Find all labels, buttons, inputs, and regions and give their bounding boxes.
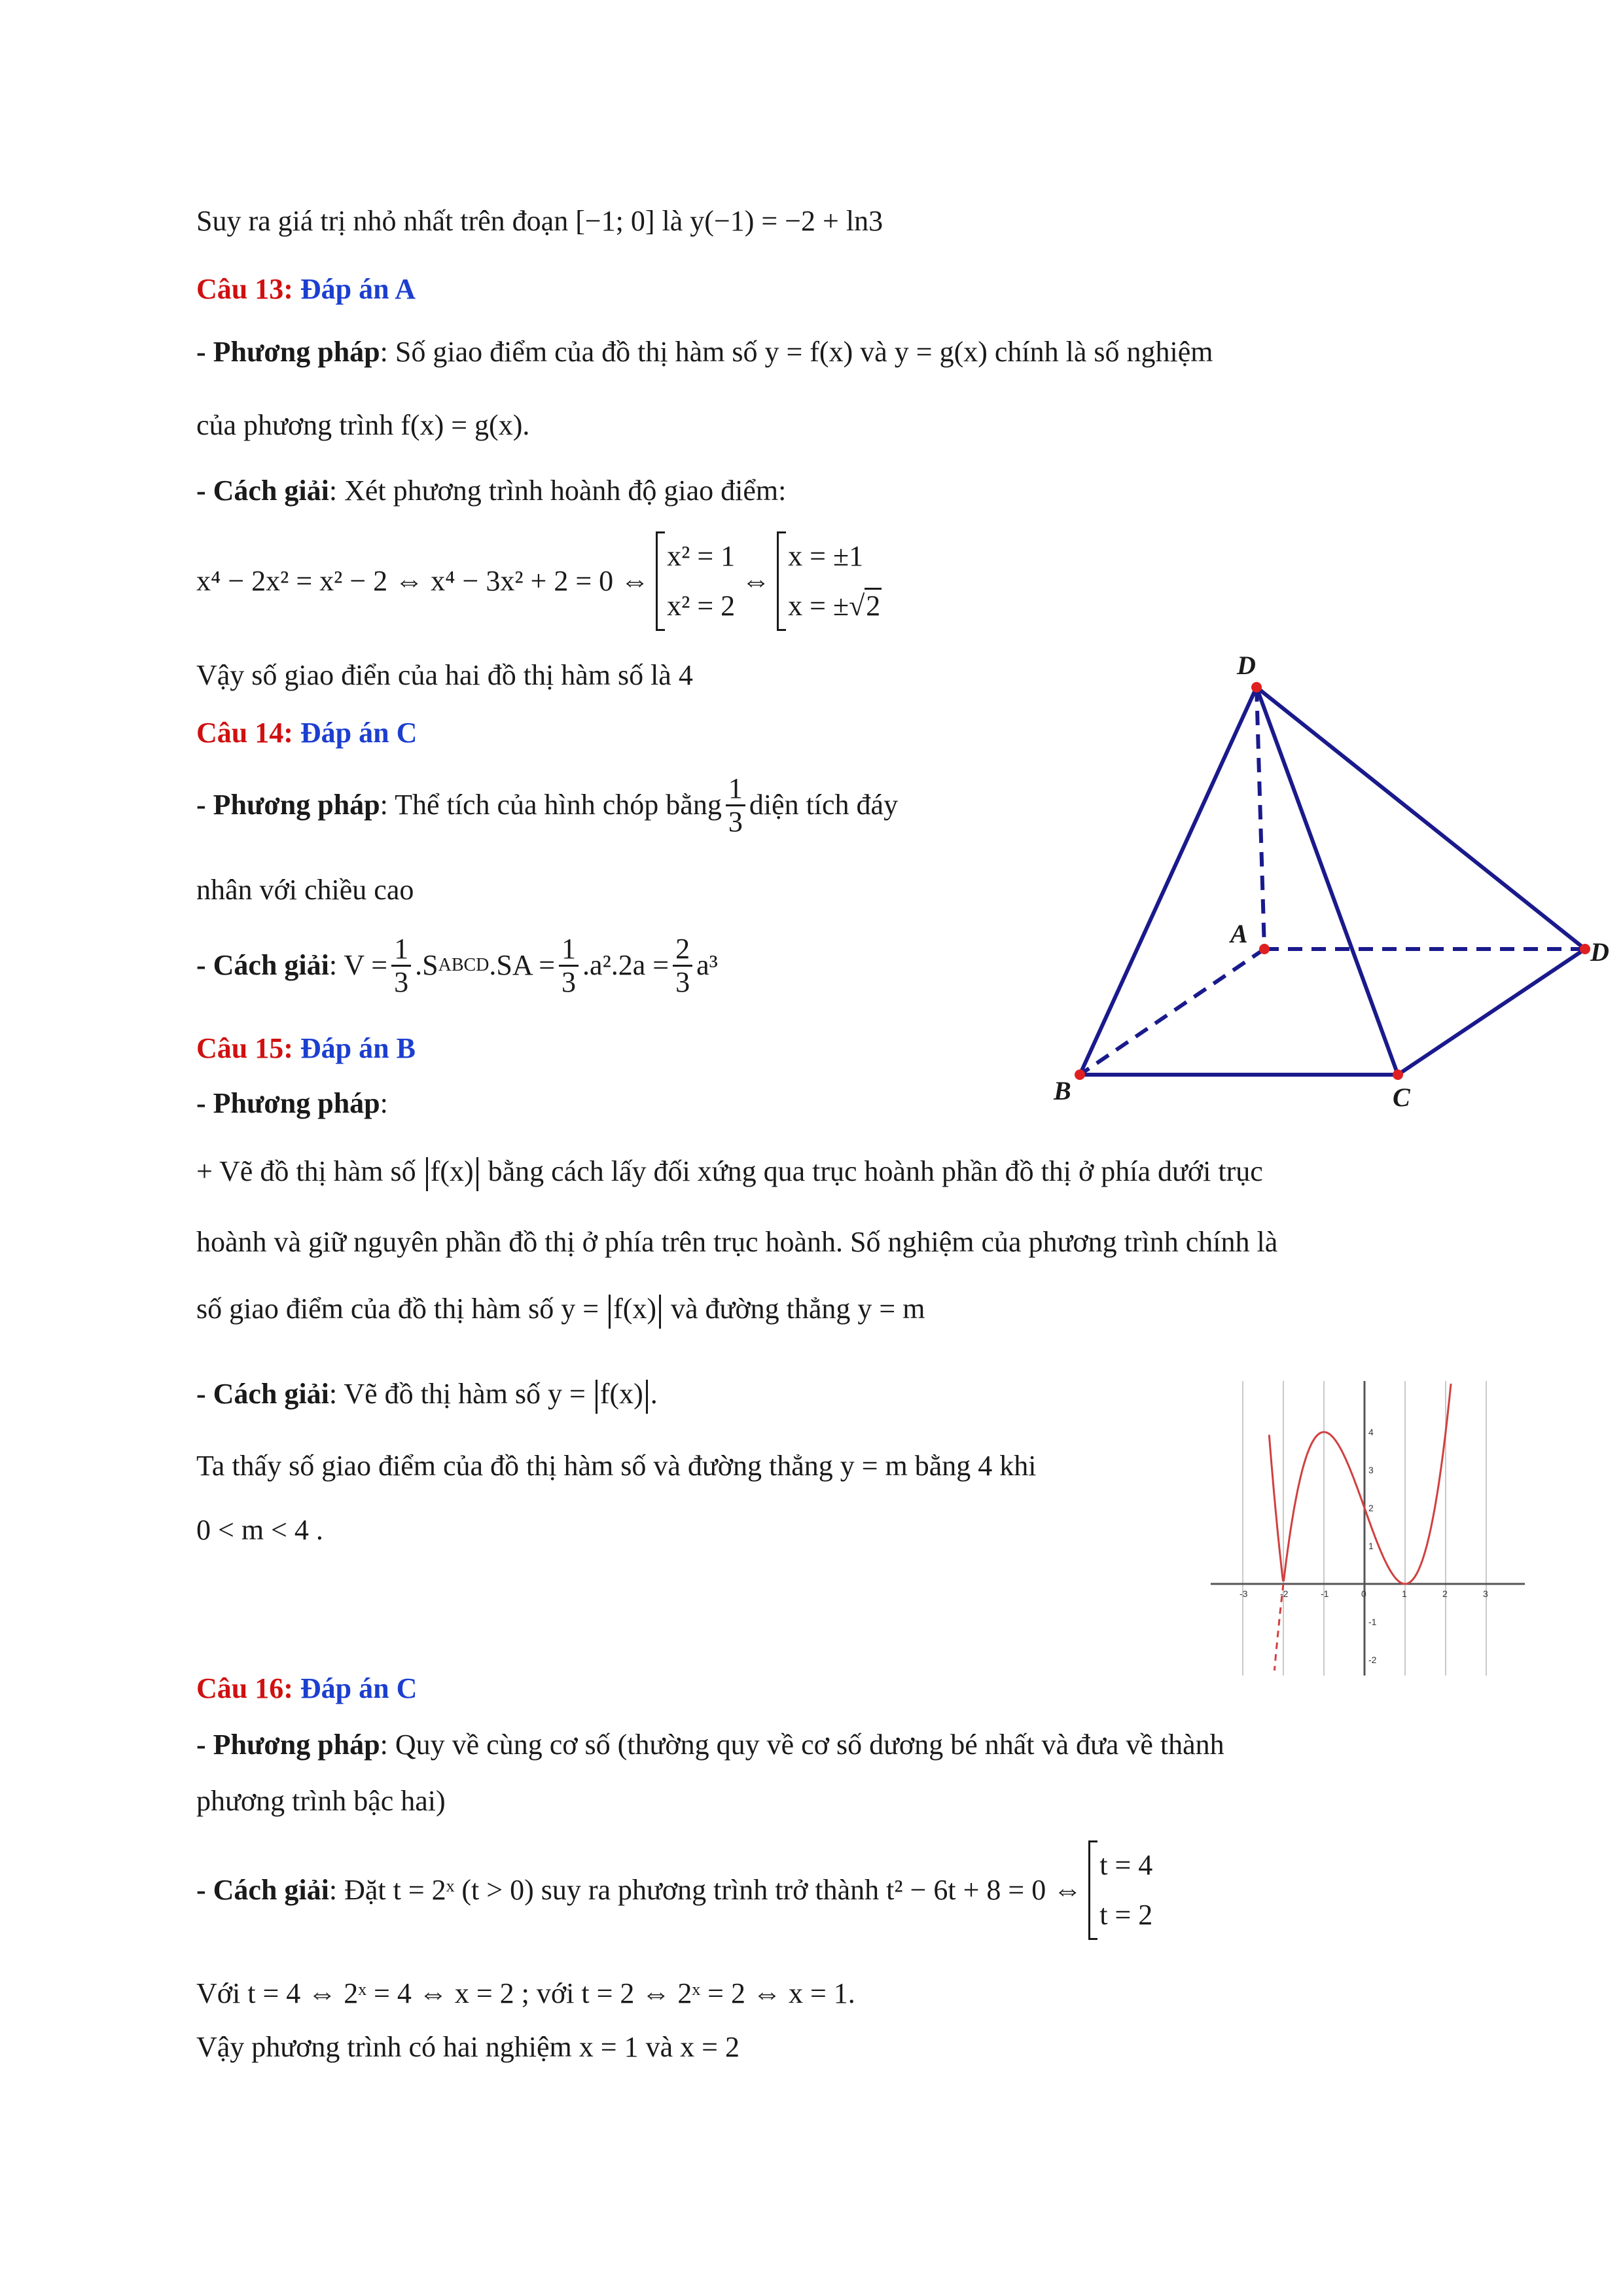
vertex-d-top — [1251, 682, 1262, 692]
q13-answer: Đáp án A — [300, 273, 416, 305]
q16-heading: Câu 16: Đáp án C — [196, 1672, 418, 1704]
q16-method: - Phương pháp: Quy về cùng cơ số (thường quy về cơ số dương bé nhất và đưa về thành — [196, 1729, 1224, 1761]
label-d-right: D — [1590, 937, 1609, 967]
vertex-c — [1393, 1069, 1403, 1080]
result-line: Suy ra giá trị nhỏ nhất trên đoạn [−1; 0] là y(−1) = −2 + ln3 — [196, 205, 883, 237]
q16-line-3: Với t = 4 ⇔ 2ˣ = 4 ⇔ x = 2 ; với t = 2 ⇔ 2ˣ = 2 ⇔ x = 1. — [196, 1977, 855, 2009]
x-tick-label: 0 — [1361, 1588, 1366, 1599]
x-tick-label: 2 — [1442, 1588, 1448, 1599]
x-tick-label: -2 — [1280, 1588, 1289, 1599]
vertex-d-right — [1580, 944, 1590, 954]
q13-equation: x⁴ − 2x² = x² − 2 ⇔ x⁴ − 3x² + 2 = 0 ⇔ x² = 1 x² = 2 ⇔ x = ±1 x = ±√2 — [196, 529, 888, 634]
edge-da — [1257, 687, 1264, 949]
label-b: B — [1054, 1076, 1071, 1105]
x-tick-label: 1 — [1402, 1588, 1407, 1599]
q15-line-3: số giao điểm của đồ thị hàm số y = f(x) và đường thẳng y = m — [196, 1289, 925, 1329]
q13-method-2: của phương trình f(x) = g(x). — [196, 409, 530, 441]
q14-method: - Phương pháp : Thể tích của hình chóp bằng $\frac{1}{3}$ diện tích đáy — [196, 772, 899, 838]
q16-method-2: phương trình bậc hai) — [196, 1785, 446, 1817]
q15-solution: - Cách giải: Vẽ đồ thị hàm số y = f(x) . — [196, 1374, 658, 1414]
vertex-b — [1075, 1069, 1085, 1080]
x-tick-label: -1 — [1321, 1588, 1329, 1599]
q14-solution: - Cách giải : V = $\frac{1}{3}$ .S ABCD .SA = $\frac{1}{3}$ .a².2a = $\frac{2}{3}$ a³ — [196, 932, 718, 998]
q13-conclusion: Vậy số giao điển của hai đồ thị hàm số là 4 — [196, 659, 693, 691]
q16-solution: - Cách giải : Đặt t = 2ˣ (t > 0) suy ra phương trình trở thành t² − 6t + 8 = 0 ⇔ t = 4 t = 2 — [196, 1844, 1159, 1936]
y-tick-label: -1 — [1368, 1617, 1377, 1627]
q13-solution: - Cách giải: Xét phương trình hoành độ giao điểm: — [196, 475, 787, 507]
q13-title: Câu 13: — [196, 273, 293, 305]
q16-line-4: Vậy phương trình có hai nghiệm x = 1 và x = 2 — [196, 2031, 740, 2063]
edge-cd — [1398, 949, 1585, 1075]
label-d-top: D — [1237, 651, 1256, 680]
y-tick-label: 4 — [1368, 1427, 1374, 1437]
abs-curve — [1269, 1384, 1451, 1584]
label-a: A — [1230, 919, 1248, 948]
x-tick-label: -3 — [1240, 1588, 1248, 1599]
q15-line-2: hoành và giữ nguyên phần đồ thị ở phía trên trục hoành. Số nghiệm của phương trình chính là — [196, 1226, 1278, 1258]
q15-method: - Phương pháp: — [196, 1087, 388, 1119]
original-curve-dashed — [1274, 1584, 1283, 1670]
q13-system-2: x = ±1 x = ±√2 — [777, 531, 882, 631]
q15-conclusion-1: Ta thấy số giao điểm của đồ thị hàm số và đường thẳng y = m bằng 4 khi — [196, 1450, 1037, 1482]
label-c: C — [1393, 1083, 1410, 1112]
q13-method: - Phương pháp: Số giao điểm của đồ thị hàm số y = f(x) và y = g(x) chính là số nghiệm — [196, 336, 1213, 368]
y-tick-label: 3 — [1368, 1465, 1374, 1475]
q14-method-2: nhân với chiều cao — [196, 874, 414, 906]
q15-line-1: + Vẽ đồ thị hàm số f(x) bằng cách lấy đối xứng qua trục hoành phần đồ thị ở phía dưới trục — [196, 1152, 1263, 1191]
q16-system: t = 4 t = 2 — [1088, 1840, 1152, 1940]
y-tick-label: 1 — [1368, 1541, 1374, 1551]
edge-db — [1080, 687, 1257, 1075]
y-tick-label: 2 — [1368, 1503, 1374, 1513]
q15-heading: Câu 15: Đáp án B — [196, 1032, 416, 1064]
q13-system-1: x² = 1 x² = 2 — [656, 531, 735, 631]
y-tick-label: -2 — [1368, 1655, 1377, 1665]
q14-fraction: $\frac{1}{3}$ — [726, 773, 745, 838]
vertex-a — [1259, 944, 1270, 954]
q13-heading — [196, 270, 416, 309]
abs-function-graph — [1204, 1374, 1531, 1682]
q15-conclusion-2: 0 < m < 4 . — [196, 1514, 323, 1546]
x-tick-label: 3 — [1483, 1588, 1488, 1599]
q14-heading: Câu 14: Đáp án C — [196, 717, 418, 749]
pyramid-figure — [1034, 641, 1609, 1126]
